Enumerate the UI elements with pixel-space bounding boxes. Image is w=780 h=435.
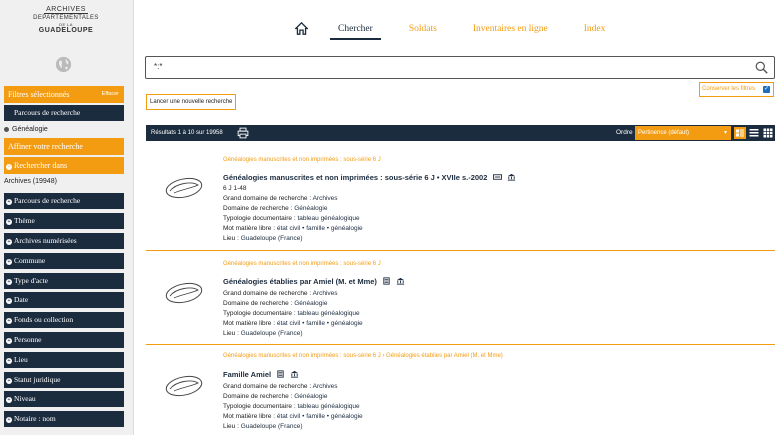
site-logo[interactable] xyxy=(28,6,104,34)
facet-niveau[interactable] xyxy=(4,391,124,407)
expand-icon: + xyxy=(7,199,11,205)
result-title[interactable] xyxy=(223,173,516,182)
field-value[interactable]: tableau généalogique xyxy=(297,403,360,410)
facet-label: Fonds ou collection xyxy=(14,315,74,324)
results-count: Résultats 1 à 10 sur 19958 xyxy=(151,130,223,136)
facet-label: Archives numérisées xyxy=(14,236,77,245)
shelf-icon xyxy=(493,173,502,181)
nav-index[interactable]: Index xyxy=(583,23,606,34)
field-value[interactable]: Archives xyxy=(312,195,338,202)
sidebar xyxy=(0,0,134,435)
result-item xyxy=(146,346,775,435)
result-title-text: Généalogies établies par Amiel (M. et Mme) xyxy=(223,277,377,286)
remove-filter-icon[interactable] xyxy=(4,127,9,132)
result-field xyxy=(223,330,303,337)
facet-label: Niveau xyxy=(14,394,36,403)
facet-date[interactable] xyxy=(4,292,124,308)
clear-filters-link[interactable]: Effacer xyxy=(101,91,119,97)
field-label: Grand domaine de recherche : xyxy=(223,383,313,390)
field-label: Grand domaine de recherche : xyxy=(223,290,313,297)
field-value[interactable]: Généalogie xyxy=(294,300,328,307)
field-value[interactable]: tableau généalogique xyxy=(297,310,360,317)
order-label: Ordre xyxy=(616,129,633,136)
result-field xyxy=(223,290,338,297)
result-field xyxy=(223,403,360,410)
field-value[interactable]: Généalogie xyxy=(294,205,328,212)
result-title[interactable] xyxy=(223,277,405,286)
order-value: Pertinence (défaut) xyxy=(638,130,690,136)
facet-search-in[interactable] xyxy=(4,157,124,174)
result-field xyxy=(223,383,338,390)
field-label: Domaine de recherche : xyxy=(223,205,295,212)
refine-search-header: Affiner votre recherche xyxy=(4,138,124,155)
result-field xyxy=(223,195,338,202)
result-field xyxy=(223,413,363,420)
result-field xyxy=(223,300,327,307)
active-filter-label: Généalogie xyxy=(12,126,48,133)
expand-icon: + xyxy=(7,259,11,265)
file-list-icon xyxy=(276,370,285,378)
result-title-text: Famille Amiel xyxy=(223,370,272,379)
selected-filters-title: Filtres sélectionnés xyxy=(8,90,70,99)
result-breadcrumb[interactable]: Généalogies manuscrites et non imprimées : sous-série 6 J xyxy=(223,157,381,163)
result-field xyxy=(223,205,327,212)
result-breadcrumb[interactable]: Généalogies manuscrites et non imprimées : sous-série 6 J xyxy=(223,261,381,267)
result-field xyxy=(223,423,303,430)
keep-filters-label: Conserver les filtres xyxy=(702,86,756,92)
facet-label: Parcours de recherche xyxy=(14,196,81,205)
logo-line-4: GUADELOUPE xyxy=(38,27,94,34)
document-thumbnail-icon[interactable] xyxy=(162,373,206,399)
field-value[interactable]: état civil • famille • généalogie xyxy=(276,320,363,327)
document-thumbnail-icon[interactable] xyxy=(162,280,206,306)
field-label: Domaine de recherche : xyxy=(223,300,295,307)
facet-personne[interactable] xyxy=(4,332,124,348)
globe-icon xyxy=(55,56,72,73)
result-field xyxy=(223,215,360,222)
facet-label: Notaire : nom xyxy=(14,414,56,423)
home-icon[interactable] xyxy=(295,22,308,35)
expand-icon: + xyxy=(7,219,11,225)
field-label: Grand domaine de recherche : xyxy=(223,195,313,202)
order-select[interactable] xyxy=(635,126,731,140)
result-item xyxy=(146,150,775,251)
result-field xyxy=(223,310,360,317)
field-label: Typologie documentaire : xyxy=(223,310,298,317)
field-label: Lieu : xyxy=(223,235,241,242)
search-value: *:* xyxy=(154,62,163,71)
facet-label: Rechercher dans xyxy=(14,161,68,170)
view-detailed-icon[interactable] xyxy=(734,127,746,139)
facet-type-acte[interactable] xyxy=(4,273,124,289)
result-field xyxy=(223,320,363,327)
field-label: Domaine de recherche : xyxy=(223,393,295,400)
expand-icon: + xyxy=(7,358,11,364)
view-list-icon[interactable] xyxy=(748,127,760,139)
archive-building-icon xyxy=(396,277,405,285)
result-breadcrumb[interactable]: Généalogies manuscrites et non imprimées : sous-série 6 J › Généalogies établies par Amiel (M. et Mme) xyxy=(223,353,503,359)
result-title-text: Généalogies manuscrites et non imprimées : sous-série 6 J • XVIIe s.-2002 xyxy=(223,173,488,182)
expand-icon: + xyxy=(7,318,11,324)
field-value[interactable]: état civil • famille • généalogie xyxy=(276,413,363,420)
logo-line-3: DE LA xyxy=(59,22,73,27)
field-label: Typologie documentaire : xyxy=(223,403,298,410)
result-field xyxy=(223,393,327,400)
document-thumbnail-icon[interactable] xyxy=(162,175,206,201)
facet-statut[interactable] xyxy=(4,372,124,388)
logo-line-1: ARCHIVES xyxy=(46,6,86,13)
field-value[interactable]: tableau généalogique xyxy=(297,215,360,222)
result-cote: 6 J 1-48 xyxy=(223,185,247,192)
main-nav xyxy=(295,22,641,35)
facet-commune[interactable] xyxy=(4,253,124,269)
facet-label: Type d'acte xyxy=(14,276,48,285)
facet-fonds[interactable] xyxy=(4,312,124,328)
view-grid-icon[interactable] xyxy=(762,127,774,139)
result-item xyxy=(146,252,775,345)
facet-parcours[interactable] xyxy=(4,193,124,209)
selected-filters-header xyxy=(4,86,124,103)
file-list-icon xyxy=(382,277,391,285)
facet-lieu[interactable] xyxy=(4,352,124,368)
expand-icon: + xyxy=(7,279,11,285)
facet-value-archives[interactable]: Archives (19948) xyxy=(4,178,57,185)
print-icon[interactable] xyxy=(237,127,249,139)
logo-line-2: DEPARTEMENTALES xyxy=(33,15,99,21)
facet-label: Date xyxy=(14,295,29,304)
results-toolbar xyxy=(146,125,775,141)
field-value[interactable]: Généalogie xyxy=(294,393,328,400)
facet-label: Statut juridique xyxy=(14,375,61,384)
keep-filters-toggle[interactable] xyxy=(699,82,774,97)
field-label: Mot matière libre : xyxy=(223,320,277,327)
facet-label: Lieu xyxy=(14,355,28,364)
expand-icon: + xyxy=(7,397,11,403)
expand-icon: + xyxy=(7,378,11,384)
archive-building-icon xyxy=(507,173,516,181)
facet-label: Commune xyxy=(14,256,46,265)
field-value[interactable]: Guadeloupe (France) xyxy=(240,235,303,242)
expand-icon: + xyxy=(7,239,11,245)
field-label: Mot matière libre : xyxy=(223,413,277,420)
result-field xyxy=(223,235,303,242)
nav-inventaires[interactable]: Inventaires en ligne xyxy=(472,23,548,34)
field-value[interactable]: Guadeloupe (France) xyxy=(240,330,303,337)
result-field xyxy=(223,225,363,232)
facet-label: Thème xyxy=(14,216,35,225)
field-label: Lieu : xyxy=(223,330,241,337)
expand-icon: + xyxy=(7,298,11,304)
search-icon[interactable] xyxy=(755,61,768,74)
search-input[interactable] xyxy=(145,56,775,79)
field-label: Mot matière libre : xyxy=(223,225,277,232)
active-filter[interactable] xyxy=(4,126,48,133)
expand-icon: + xyxy=(7,417,11,423)
facet-label: Personne xyxy=(14,335,42,344)
facet-notaire[interactable] xyxy=(4,411,124,427)
chevron-down-icon: ▾ xyxy=(723,130,727,136)
field-label: Lieu : xyxy=(223,423,241,430)
keep-filters-checkbox[interactable]: ✓ xyxy=(763,86,770,92)
field-value[interactable]: état civil • famille • généalogie xyxy=(276,225,363,232)
nav-chercher[interactable]: Chercher xyxy=(338,23,373,34)
field-value[interactable]: Guadeloupe (France) xyxy=(240,423,303,430)
field-value[interactable]: Archives xyxy=(312,290,338,297)
archive-building-icon xyxy=(290,370,299,378)
expand-icon: + xyxy=(7,338,11,344)
facet-theme[interactable] xyxy=(4,213,124,229)
parcours-filter-header: Parcours de recherche xyxy=(4,105,124,121)
nav-soldats[interactable]: Soldats xyxy=(408,23,437,34)
expand-icon: − xyxy=(7,164,11,170)
result-title[interactable] xyxy=(223,370,299,379)
field-label: Typologie documentaire : xyxy=(223,215,298,222)
new-search-button[interactable]: Lancer une nouvelle recherche xyxy=(146,94,236,110)
facet-archives-numerisees[interactable] xyxy=(4,233,124,249)
field-value[interactable]: Archives xyxy=(312,383,338,390)
